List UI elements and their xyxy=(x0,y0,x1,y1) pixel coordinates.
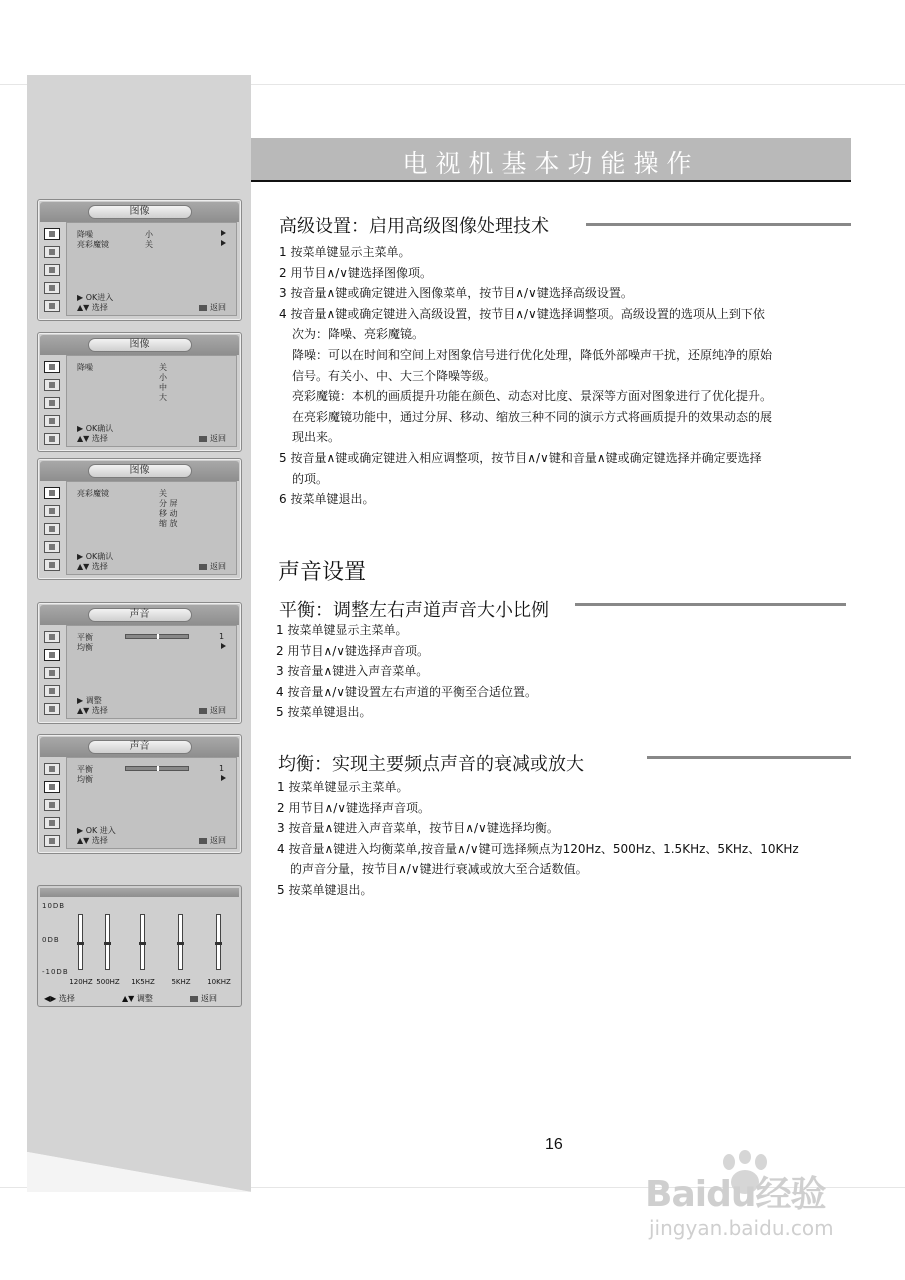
instruction-line: 5 按菜单键退出。 xyxy=(277,883,373,897)
osd-title: 图像 xyxy=(88,338,192,352)
instruction-line: 在亮彩魔镜功能中，通过分屏、移动、缩放三种不同的演示方式将画质提升的效果动态的展 xyxy=(292,409,773,424)
instruction-line: 降噪：可以在时间和空间上对图象信号进行优化处理，降低外部噪声干扰，还原纯净的原始 xyxy=(292,348,773,362)
eq-band-slider[interactable] xyxy=(105,914,110,970)
osd-option[interactable]: 小 xyxy=(159,373,167,382)
osd-footer-back-label: 返回 xyxy=(210,303,226,312)
instruction-line: 2 用节目∧/∨键选择声音项。 xyxy=(277,800,431,815)
page-number: 16 xyxy=(545,1136,563,1153)
instruction-line: 信号。有关小、中、大三个降噪等级。 xyxy=(292,368,497,383)
setup-icon[interactable] xyxy=(44,264,60,276)
instruction-line: 2 用节目∧/∨键选择图像项。 xyxy=(279,265,433,280)
osd-row-value: 小 xyxy=(145,230,153,239)
osd-row-label[interactable]: 降噪 xyxy=(77,230,93,239)
sidebar-wedge xyxy=(27,1152,251,1192)
eq-band-knob[interactable] xyxy=(77,942,84,945)
instruction-line: 5 按菜单键退出。 xyxy=(276,705,372,720)
osd-footer-select: ▲▼ 选择 xyxy=(77,836,108,845)
eq-titlebar xyxy=(40,888,239,897)
eq-db-top: 10DB xyxy=(42,902,66,910)
header-band xyxy=(251,138,851,182)
equalizer-panel xyxy=(37,885,242,1007)
osd-footer-back xyxy=(199,705,226,716)
back-icon xyxy=(199,436,207,442)
osd-menu-4 xyxy=(37,602,242,724)
picture-icon[interactable] xyxy=(44,228,60,240)
eq-db-bottom: -10DB xyxy=(42,968,69,976)
osd-title: 声音 xyxy=(88,740,192,754)
osd-menu-5 xyxy=(37,734,242,854)
picture-icon[interactable] xyxy=(44,361,60,373)
eq-band-slider[interactable] xyxy=(178,914,183,970)
feature-icon[interactable] xyxy=(44,817,60,829)
eq-band-label: 1K5HZ xyxy=(131,978,155,986)
osd-footer-back-label: 返回 xyxy=(210,434,226,443)
osd-row-value: 1 xyxy=(219,764,225,773)
eq-footer-select-label: 选择 xyxy=(58,994,75,1003)
instruction-line: 4 按音量∧/∨键设置左右声道的平衡至合适位置。 xyxy=(276,684,538,699)
eq-band-knob[interactable] xyxy=(177,942,184,945)
sound-icon[interactable] xyxy=(44,379,60,391)
osd-title: 图像 xyxy=(88,205,192,219)
osd-menu-2 xyxy=(37,332,242,452)
instruction-line: 2 用节目∧/∨键选择声音项。 xyxy=(276,643,430,658)
setup-icon[interactable] xyxy=(44,799,60,811)
eq-footer-adjust-label: 调整 xyxy=(136,994,153,1003)
osd-option[interactable]: 大 xyxy=(159,393,167,402)
eq-band-knob[interactable] xyxy=(215,942,222,945)
osd-icon-column xyxy=(40,355,66,449)
channel-icon[interactable] xyxy=(44,300,60,312)
osd-footer-ok: ▶ OK确认 xyxy=(77,552,114,561)
back-icon xyxy=(199,564,207,570)
osd-footer-back-label: 返回 xyxy=(210,706,226,715)
eq-footer-back-label: 返回 xyxy=(201,994,217,1003)
sound-icon[interactable] xyxy=(44,781,60,793)
sound-icon[interactable] xyxy=(44,246,60,258)
osd-row-label[interactable]: 均衡 xyxy=(77,643,93,652)
osd-menu-3 xyxy=(37,458,242,580)
osd-icon-column xyxy=(40,222,66,318)
osd-icon-column xyxy=(40,625,66,721)
osd-footer-select-label: 选择 xyxy=(91,562,108,571)
eq-band-slider[interactable] xyxy=(140,914,145,970)
osd-body xyxy=(66,625,237,719)
osd-titlebar xyxy=(40,461,239,481)
sound-icon[interactable] xyxy=(44,505,60,517)
osd-footer-back-label: 返回 xyxy=(210,836,226,845)
instruction-line: 1 按菜单键显示主菜单。 xyxy=(277,780,409,794)
slider-knob[interactable] xyxy=(157,766,159,771)
osd-icon-column xyxy=(40,757,66,851)
instruction-line: 5 按音量∧键或确定键进入相应调整项，按节目∧/∨键和音量∧键或确定键选择并确定要选择 xyxy=(279,451,762,465)
back-icon xyxy=(190,996,198,1002)
instruction-line: 1 按菜单键显示主菜单。 xyxy=(279,245,411,259)
osd-titlebar xyxy=(40,605,239,625)
instruction-line: 的项。 xyxy=(292,471,329,486)
chevron-right-icon[interactable] xyxy=(221,240,226,246)
osd-titlebar xyxy=(40,737,239,757)
instruction-line: 亮彩魔镜：本机的画质提升功能在颜色、动态对比度、景深等方面对图象进行了优化提升。 xyxy=(292,389,773,404)
osd-row-value: 1 xyxy=(219,632,225,641)
osd-titlebar xyxy=(40,202,239,222)
osd-option[interactable]: 关 xyxy=(159,489,167,498)
osd-titlebar xyxy=(40,335,239,355)
chevron-right-icon[interactable] xyxy=(221,775,226,781)
instruction-line: 现出来。 xyxy=(292,430,341,445)
feature-icon[interactable] xyxy=(44,541,60,553)
osd-footer-back xyxy=(199,561,226,572)
back-icon xyxy=(199,708,207,714)
osd-footer-ok-label: OK 进入 xyxy=(85,826,116,835)
section-title-advanced: 高级设置：启用高级图像处理技术 xyxy=(279,216,549,237)
osd-menu-1 xyxy=(37,199,242,321)
balance-slider[interactable] xyxy=(125,634,189,639)
picture-icon[interactable] xyxy=(44,631,60,643)
osd-footer-ok-label: OK确认 xyxy=(85,424,114,433)
section-rule-advanced xyxy=(586,223,851,226)
feature-icon[interactable] xyxy=(44,685,60,697)
back-icon xyxy=(199,838,207,844)
osd-footer-ok: ▶ OK 进入 xyxy=(77,826,116,835)
sound-icon[interactable] xyxy=(44,649,60,661)
instruction-line: 4 按音量∧键或确定键进入高级设置，按节目∧/∨键选择调整项。高级设置的选项从上到下依 xyxy=(279,306,765,321)
eq-band-slider[interactable] xyxy=(78,914,83,970)
osd-footer-ok-label: OK确认 xyxy=(85,552,114,561)
osd-body xyxy=(66,355,237,447)
osd-option[interactable]: 移 动 xyxy=(159,509,178,518)
section-title-balance: 平衡：调整左右声道声音大小比例 xyxy=(279,600,549,621)
instruction-line: 次为：降噪、亮彩魔镜。 xyxy=(292,327,425,342)
section-title-sound: 声音设置 xyxy=(278,560,367,585)
page-title: 电视机基本功能操作 xyxy=(402,149,700,178)
osd-option[interactable]: 关 xyxy=(159,363,167,372)
eq-db-mid: 0DB xyxy=(42,936,60,944)
slider-knob[interactable] xyxy=(157,634,159,639)
osd-option[interactable]: 中 xyxy=(159,383,167,392)
channel-icon[interactable] xyxy=(44,433,60,445)
osd-body xyxy=(66,481,237,575)
instruction-line: 1 按菜单键显示主菜单。 xyxy=(276,623,408,637)
picture-icon[interactable] xyxy=(44,487,60,499)
picture-icon[interactable] xyxy=(44,763,60,775)
eq-band-label: 120HZ xyxy=(69,978,93,986)
balance-slider[interactable] xyxy=(125,766,189,771)
feature-icon[interactable] xyxy=(44,415,60,427)
channel-icon[interactable] xyxy=(44,703,60,715)
osd-row-value: 关 xyxy=(145,240,153,249)
instruction-line: 6 按菜单键退出。 xyxy=(279,492,375,507)
osd-row-label[interactable]: 平衡 xyxy=(77,765,93,774)
osd-body xyxy=(66,757,237,849)
setup-icon[interactable] xyxy=(44,397,60,409)
osd-icon-column xyxy=(40,481,66,577)
instruction-line: 3 按音量∧键进入声音菜单。 xyxy=(276,664,429,679)
osd-footer-select: ▲▼ 选择 xyxy=(77,706,108,715)
osd-footer-select: ▲▼ 选择 xyxy=(77,562,108,571)
eq-band-knob[interactable] xyxy=(104,942,111,945)
watermark-brand: Baidu经验 xyxy=(645,1174,826,1215)
osd-footer-select: ▲▼ 选择 xyxy=(77,303,108,312)
osd-row-label[interactable]: 亮彩魔镜 xyxy=(77,489,109,498)
eq-footer-back xyxy=(190,993,217,1004)
instruction-line: 3 按音量∧键进入声音菜单，按节目∧/∨键选择均衡。 xyxy=(277,821,559,836)
section-title-equalizer: 均衡：实现主要频点声音的衰减或放大 xyxy=(278,754,584,775)
osd-footer-select: ▲▼ 选择 xyxy=(77,434,108,443)
instruction-line: 的声音分量，按节目∧/∨键进行衰减或放大至合适数值。 xyxy=(290,862,588,877)
chevron-right-icon[interactable] xyxy=(221,643,226,649)
osd-body xyxy=(66,222,237,316)
osd-title: 声音 xyxy=(88,608,192,622)
section-rule-balance xyxy=(575,603,846,606)
eq-band-slider[interactable] xyxy=(216,914,221,970)
eq-footer-adjust: ▲▼ 调整 xyxy=(122,994,153,1003)
back-icon xyxy=(199,305,207,311)
eq-band-label: 500HZ xyxy=(96,978,120,986)
osd-footer-back xyxy=(199,835,226,846)
osd-footer-select-label: 选择 xyxy=(91,836,108,845)
eq-band-label: 5KHZ xyxy=(171,978,191,986)
osd-footer-ok-label: 调整 xyxy=(85,696,102,705)
watermark xyxy=(645,1150,865,1260)
osd-row-label[interactable]: 降噪 xyxy=(77,363,93,372)
osd-footer-back-label: 返回 xyxy=(210,562,226,571)
channel-icon[interactable] xyxy=(44,559,60,571)
eq-footer-select: ◀▶ 选择 xyxy=(44,994,75,1003)
setup-icon[interactable] xyxy=(44,667,60,679)
osd-footer-back xyxy=(199,433,226,444)
osd-option[interactable]: 分 屏 xyxy=(159,499,178,508)
osd-footer-ok-label: OK进入 xyxy=(85,293,114,302)
instruction-line: 3 按音量∧键或确定键进入图像菜单，按节目∧/∨键选择高级设置。 xyxy=(279,286,633,301)
osd-footer-select-label: 选择 xyxy=(91,706,108,715)
channel-icon[interactable] xyxy=(44,835,60,847)
eq-band-knob[interactable] xyxy=(139,942,146,945)
osd-title: 图像 xyxy=(88,464,192,478)
section-rule-equalizer xyxy=(647,756,851,759)
eq-band-label: 10KHZ xyxy=(207,978,231,986)
osd-footer-select-label: 选择 xyxy=(91,303,108,312)
feature-icon[interactable] xyxy=(44,282,60,294)
watermark-url: jingyan.baidu.com xyxy=(649,1216,834,1240)
setup-icon[interactable] xyxy=(44,523,60,535)
osd-footer-ok: ▶ OK确认 xyxy=(77,424,114,433)
osd-footer-ok: ▶ 调整 xyxy=(77,696,102,705)
osd-row-label[interactable]: 均衡 xyxy=(77,775,93,784)
osd-footer-select-label: 选择 xyxy=(91,434,108,443)
osd-row-label[interactable]: 平衡 xyxy=(77,633,93,642)
chevron-right-icon[interactable] xyxy=(221,230,226,236)
osd-row-label[interactable]: 亮彩魔镜 xyxy=(77,240,109,249)
osd-footer-ok: ▶ OK进入 xyxy=(77,293,114,302)
osd-option[interactable]: 缩 放 xyxy=(159,519,178,528)
osd-footer-back xyxy=(199,302,226,313)
instruction-line: 4 按音量∧键进入均衡菜单,按音量∧/∨键可选择频点为120Hz、500Hz、1.5KHz、5KHz、10KHz xyxy=(277,841,799,856)
